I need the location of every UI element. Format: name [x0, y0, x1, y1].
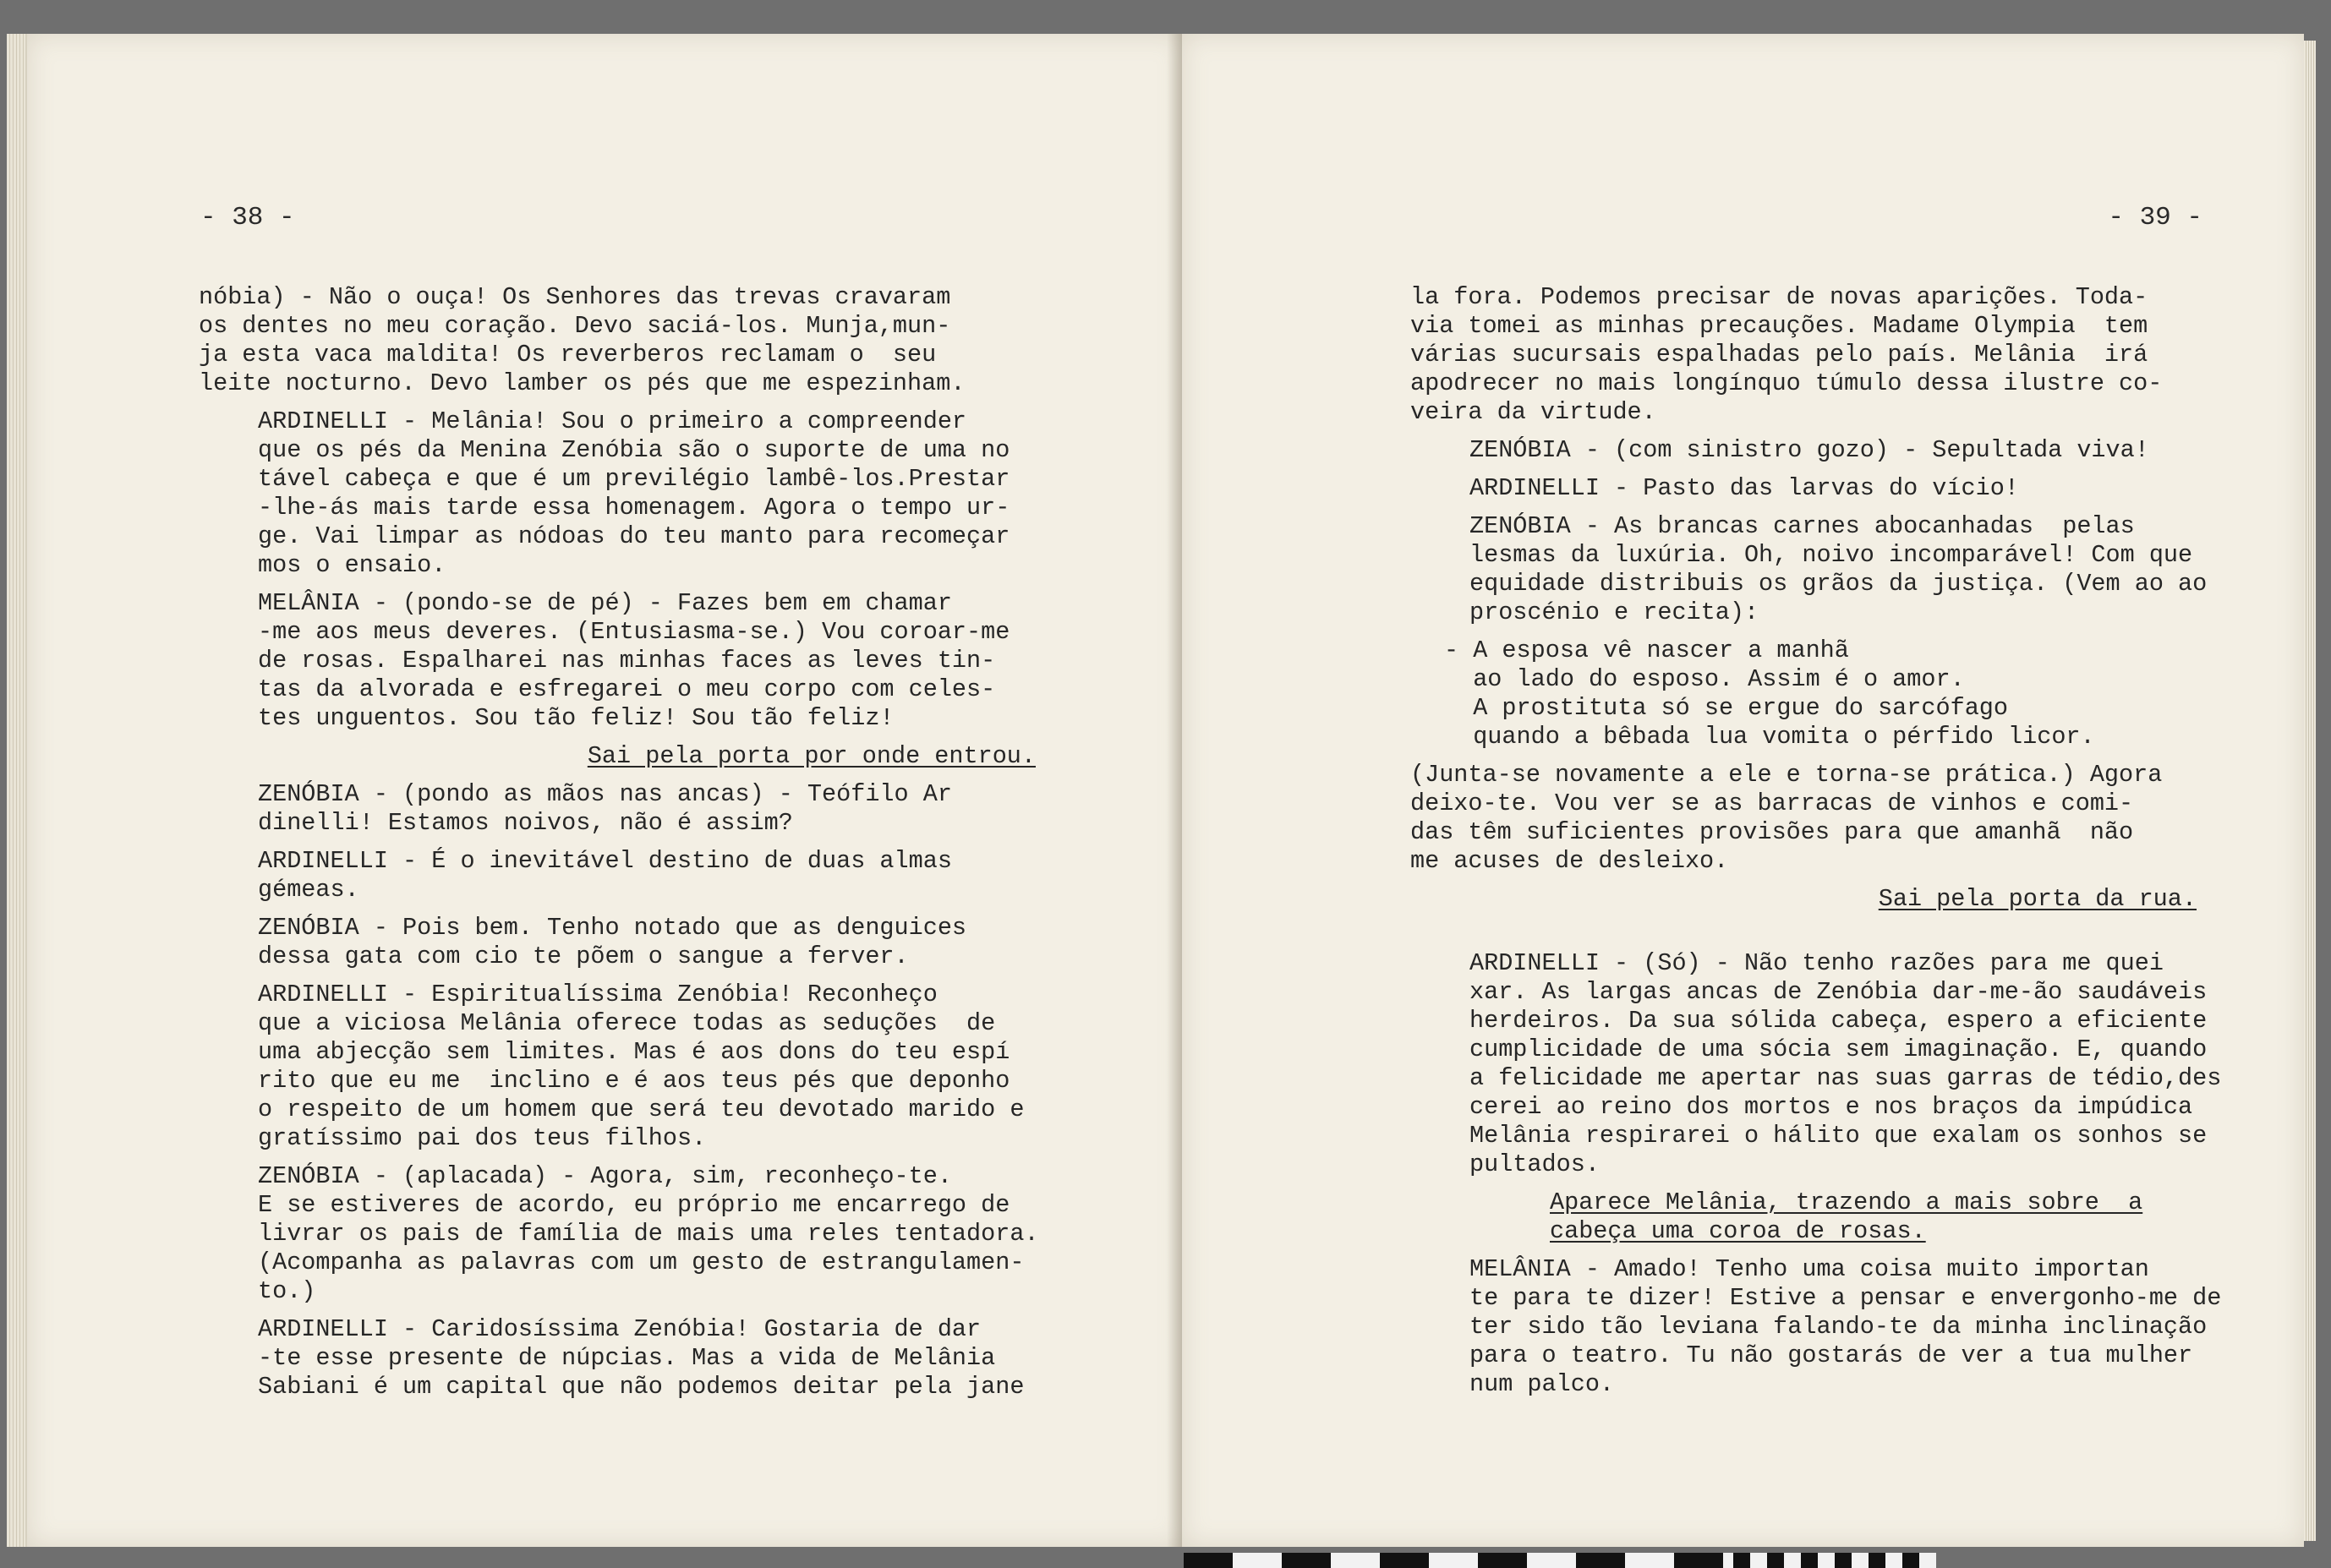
paragraph: ZENÓBIA - (aplacada) - Agora, sim, reconheço-te. E se estiveres de acordo, eu próprio me encarrego de livrar os pais de família de mais uma reles tentadora. (Acompanha as palavras com um gesto de estrangulamen- to.)	[258, 1162, 1039, 1305]
paragraph: MELÂNIA - (pondo-se de pé) - Fazes bem em chamar -me aos meus deveres. (Entusiasma-se.) Vou coroar-me de rosas. Espalharei nas minhas faces as leves tin- tas da alvorada e esfregarei o meu corpo com celes- tes unguentos. Sou tão feliz! Sou tão feliz!	[258, 589, 1010, 732]
paragraph: nóbia) - Não o ouça! Os Senhores das trevas cravaram os dentes no meu coração. Devo saciá-los. Munja,mun- ja esta vaca maldita! Os reverberos reclamam o seu leite nocturno. Devo lamber os pés que me espezinham.	[199, 283, 966, 397]
paragraph: ARDINELLI - Melânia! Sou o primeiro a compreender que os pés da Menina Zenóbia são o suporte de uma no tável cabeça e que é um previlégio lambê-los.Prestar -lhe-ás mais tarde essa homenagem. Agora o tempo ur- ge. Vai limpar as nódoas do teu manto para recomeçar mos o ensaio.	[258, 407, 1010, 579]
stage-direction: Sai pela porta da rua.	[1878, 885, 2197, 913]
paragraph: ZENÓBIA - (com sinistro gozo) - Sepultada viva!	[1469, 436, 2149, 464]
paragraph: ARDINELLI - (Só) - Não tenho razões para me quei xar. As largas ancas de Zenóbia dar-me-ão saudáveis herdeiros. Da sua sólida cabeça, espero a eficiente cumplicidade de uma sócia sem imaginação. E, quando a felicidade me apertar nas suas garras de tédio,des cerei ao reino dos mortos e nos braços da impúdica Melânia respirarei o hálito que exalam os sonhos se pultados.	[1469, 949, 2222, 1178]
right-page-text	[1410, 283, 2222, 1408]
paragraph: (Junta-se novamente a ele e torna-se prática.) Agora deixo-te. Vou ver se as barracas de vinhos e comi- das têm suficientes provisões para que amanhã não me acuses de desleixo.	[1410, 761, 2163, 875]
page-edges-left	[7, 34, 27, 1547]
paragraph: MELÂNIA - Amado! Tenho uma coisa muito importan te para te dizer! Estive a pensar e envergonho-me de ter sido tão leviana falando-te da minha inclinação para o teatro. Tu não gostarás de ver a tua mulher num palco.	[1469, 1255, 2222, 1398]
right-page	[1182, 34, 2304, 1547]
page-edges-right	[2304, 41, 2316, 1541]
scale-ruler	[1184, 1553, 1826, 1568]
stage-direction: Sai pela porta por onde entrou.	[587, 742, 1036, 770]
paragraph: ARDINELLI - É o inevitável destino de duas almas gémeas.	[258, 847, 952, 904]
paragraph: ZENÓBIA - As brancas carnes abocanhadas pelas lesmas da luxúria. Oh, noivo incomparável! Com que equidade distribuis os grãos da justiça. (Vem ao ao proscénio e recita):	[1469, 512, 2208, 626]
verse: - A esposa vê nascer a manhã ao lado do esposo. Assim é o amor. A prostituta só se ergue do sarcófago quando a bêbada lua vomita o pérfido licor.	[1444, 636, 2095, 751]
paragraph: ZENÓBIA - (pondo as mãos nas ancas) - Teófilo Ar dinelli! Estamos noivos, não é assim?	[258, 780, 952, 837]
page-number-left: - 38 -	[200, 203, 295, 232]
page-number-right: - 39 -	[2108, 203, 2202, 232]
left-page	[25, 34, 1184, 1547]
stage-direction: Aparece Melânia, trazendo a mais sobre a cabeça uma coroa de rosas.	[1550, 1188, 2143, 1245]
paragraph: ARDINELLI - Pasto das larvas do vício!	[1469, 474, 2019, 502]
paragraph: ZENÓBIA - Pois bem. Tenho notado que as denguices dessa gata com cio te põem o sangue a ferver.	[258, 914, 967, 970]
paragraph: ARDINELLI - Espiritualíssima Zenóbia! Reconheço que a viciosa Melânia oferece todas as seduções de uma abjecção sem limites. Mas é aos dons do teu espí rito que eu me inclino e é aos teus pés que deponho o respeito de um homem que será teu devotado marido e gratíssimo pai dos teus filhos.	[258, 981, 1025, 1152]
paragraph: ARDINELLI - Caridosíssima Zenóbia! Gostaria de dar -te esse presente de núpcias. Mas a vida de Melânia Sabiani é um capital que não podemos deitar pela jane	[258, 1315, 1025, 1401]
left-page-text	[199, 283, 1039, 1411]
paragraph: la fora. Podemos precisar de novas aparições. Toda- via tomei as minhas precauções. Madame Olympia tem várias sucursais espalhadas pelo país. Melânia irá apodrecer no mais longínquo túmulo dessa ilustre co- veira da virtude.	[1410, 283, 2163, 426]
scale-ruler-fine	[1733, 1553, 1936, 1568]
